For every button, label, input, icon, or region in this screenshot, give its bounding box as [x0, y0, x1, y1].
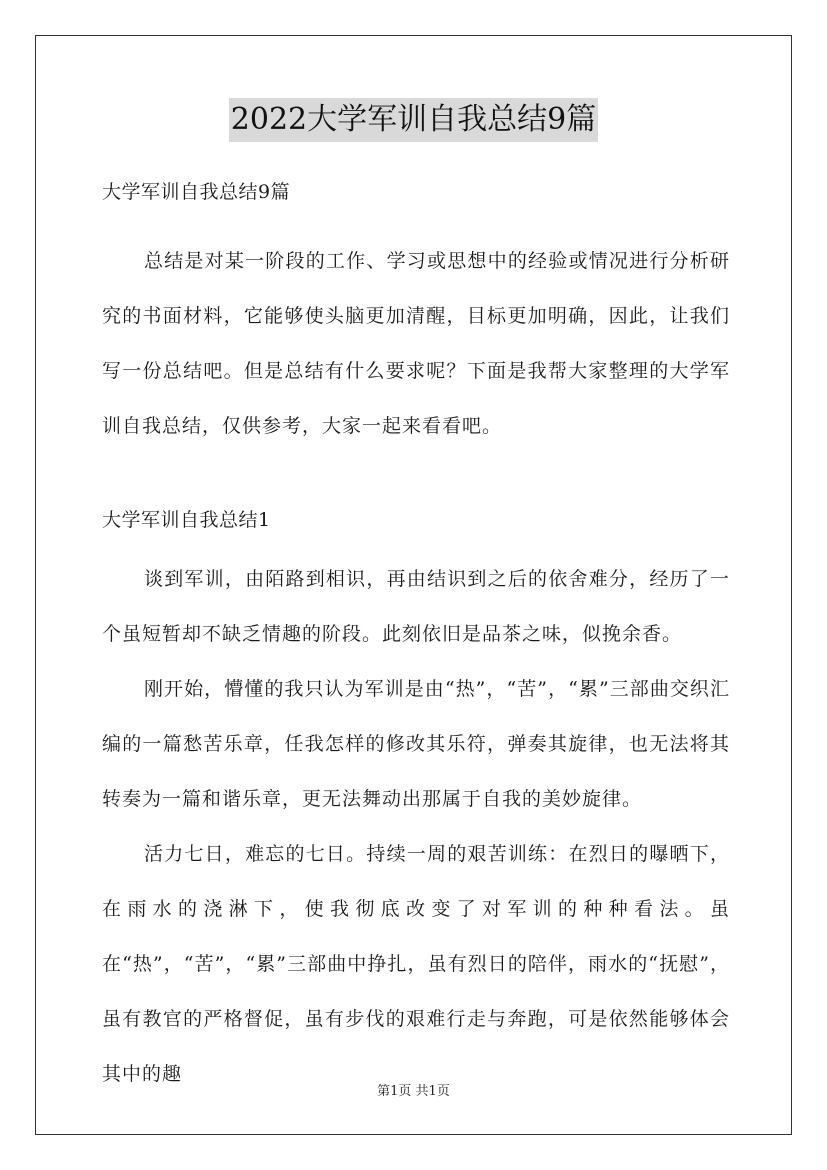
document-subtitle: 大学军训自我总结9篇: [102, 181, 291, 203]
title-container: [0, 98, 827, 142]
section-heading: 大学军训自我总结1: [102, 509, 271, 531]
intro-paragraph: 总结是对某一阶段的工作、学习或思想中的经验或情况进行分析研究的书面材料，它能够使头脑更加清醒，目标更加明确，因此，让我们写一份总结吧。但是总结有什么要求呢？下面是我帮大家整理的大学军训自我总结，仅供参考，大家一起来看看吧。: [102, 250, 730, 437]
document-title: 2022大学军训自我总结9篇: [229, 98, 598, 142]
document-body: [102, 170, 730, 1102]
spacer: [102, 214, 730, 234]
spacer: [102, 454, 730, 498]
page-footer: 第1页 共1页: [377, 1084, 450, 1099]
spacer: [102, 542, 730, 552]
body-paragraph-2: 刚开始，懵懂的我只认为军训是由“热”，“苦”，“累”三部曲交织汇编的一篇愁苦乐章，任我怎样的修改其乐符，弹奏其旋律，也无法将其转奏为一篇和谐乐章，更无法舞动出那属于自我的美妙旋律。: [102, 678, 730, 810]
body-paragraph-3: 活力七日，难忘的七日。持续一周的艰苦训练：在烈日的曝晒下，在雨水的浇淋下，使我彻底改变了对军训的种种看法。虽在“热”，“苦”，“累”三部曲中挣扎，虽有烈日的陪伴，雨水的“抚慰”，虽有教官的严格督促，虽有步伐的艰难行走与奔跑，可是依然能够体会其中的趣: [102, 843, 730, 1085]
body-paragraph-1: 谈到军训，由陌路到相识，再由结识到之后的依舍难分，经历了一个虽短暂却不缺乏情趣的阶段。此刻依旧是品茶之味，似挽余香。: [102, 568, 730, 645]
